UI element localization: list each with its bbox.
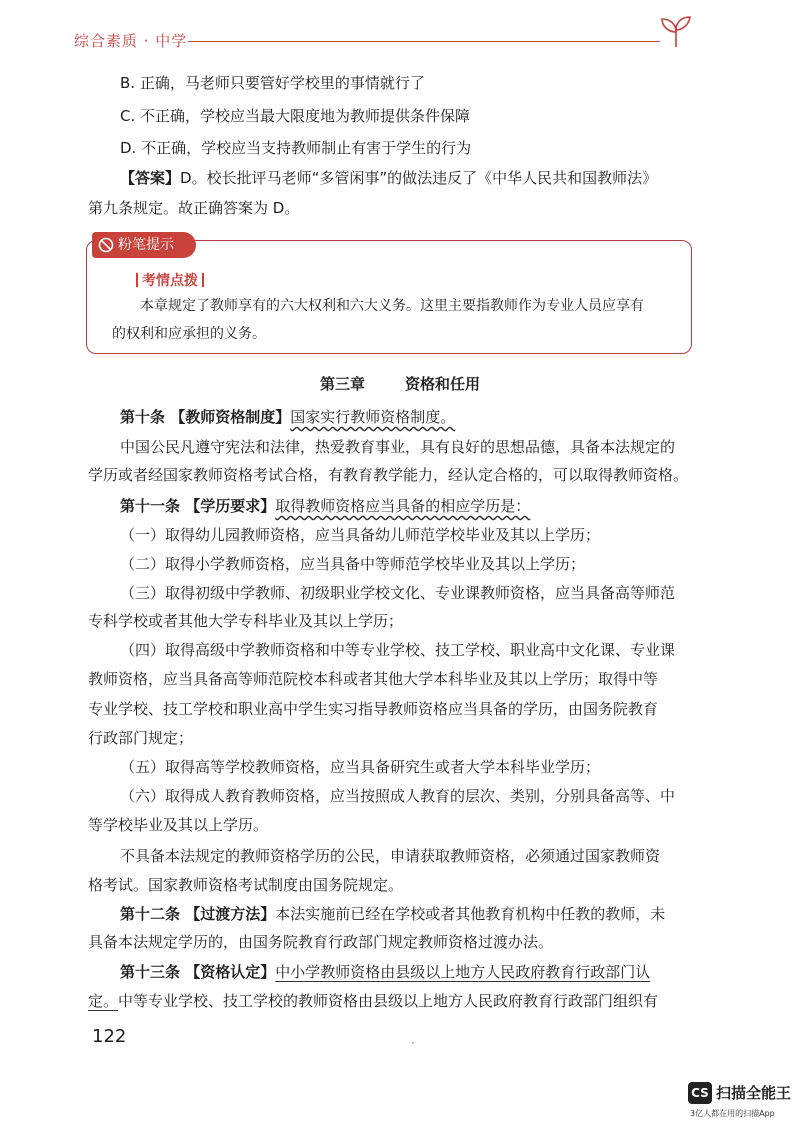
- article-12-title: 第十二条 【过渡方法】: [120, 905, 276, 923]
- option-b: B. 正确，马老师只要管好学校里的事情就行了: [120, 74, 425, 92]
- option-d: D. 不正确，学校应当支持教师制止有害于学生的行为: [120, 139, 472, 157]
- stray-mark: ·: [411, 1036, 415, 1050]
- article-11-item-1: （一）取得幼儿园教师资格，应当具备幼儿师范学校毕业及其以上学历；: [120, 526, 601, 544]
- chapter-number: 第三章: [319, 375, 365, 393]
- tip-text-2: 的权利和应承担的义务。: [112, 326, 266, 342]
- article-10-emphasis: 国家实行教师资格制度。: [290, 408, 456, 426]
- tip-tab-label: 粉笔提示: [118, 237, 174, 253]
- header-rule: [188, 41, 660, 42]
- article-11-item-5: （五）取得高等学校教师资格，应当具备研究生或者大学本科毕业学历；: [120, 758, 601, 776]
- article-10-title: 第十条 【教师资格制度】: [120, 408, 291, 426]
- article-11-item-4-line-1: （四）取得高级中学教师资格和中等专业学校、技工学校、职业高中文化课、专业课: [120, 641, 676, 659]
- answer-line-1: [120, 168, 760, 188]
- article-11-item-6-line-1: （六）取得成人教育教师资格，应当按照成人教育的层次、类别，分别具备高等、中: [120, 787, 676, 805]
- option-c: C. 不正确，学校应当最大限度地为教师提供条件保障: [120, 107, 471, 125]
- article-13-emphasis: 中小学教师资格由县级以上地方人民政府教育行政部门认: [275, 963, 651, 981]
- answer-line-2: 第九条规定。故正确答案为 D。: [88, 199, 300, 217]
- no-sign-icon: [98, 237, 114, 253]
- article-10-title-line: [120, 407, 760, 427]
- article-11-item-4-line-3: 专业学校、技工学校和职业高中学生实习指导教师资格应当具备的学历，由国务院教育: [88, 700, 659, 718]
- chapter-name: 资格和任用: [405, 375, 481, 393]
- article-11-item-4-line-2: 教师资格，应当具备高等师范院校本科或者其他大学本科毕业及其以上学历；取得中等: [88, 670, 659, 688]
- article-11-title: 第十一条 【学历要求】: [120, 497, 276, 515]
- article-11-item-6-line-2: 等学校毕业及其以上学历。: [88, 816, 269, 834]
- article-12-title-line: [120, 904, 760, 924]
- article-11-item-3-line-1: （三）取得初级中学教师、初级职业学校文化、专业课教师资格，应当具备高等师范: [120, 584, 676, 602]
- article-11-emphasis: 取得教师资格应当具备的相应学历是：: [275, 497, 531, 515]
- article-11-item-2: （二）取得小学教师资格，应当具备中等师范学校毕业及其以上学历；: [120, 555, 586, 573]
- article-11-item-3-line-2: 专科学校或者其他大学专科毕业及其以上学历；: [88, 612, 404, 630]
- article-12-line-2: 具备本法规定学历的，由国务院教育行政部门规定教师资格过渡办法。: [88, 933, 554, 951]
- answer-label: 【答案】: [120, 169, 181, 187]
- article-13-text: 中等专业学校、技工学校的教师资格由县级以上地方人民政府教育行政部门组织有: [118, 992, 659, 1010]
- article-11-item-4-line-4: 行政部门规定；: [88, 729, 194, 747]
- article-10-line-1: 中国公民凡遵守宪法和法律，热爱教育事业，具有良好的思想品德，具备本法规定的: [120, 438, 676, 456]
- tip-tab: [92, 232, 196, 258]
- page-number: 122: [92, 1026, 127, 1047]
- scanner-logo-icon: CS: [688, 1082, 712, 1104]
- scanner-tagline: 3亿人都在用的扫描App: [690, 1109, 775, 1118]
- article-11-extra-line-1: 不具备本法规定的教师资格学历的公民，申请获取教师资格，必须通过国家教师资: [120, 847, 661, 865]
- sprout-icon: [656, 14, 696, 48]
- header-title: 综合素质 · 中学: [74, 32, 188, 50]
- article-13-emphasis-end: 定。: [88, 992, 119, 1010]
- article-13-title-line: [120, 962, 760, 982]
- scanner-app-name: 扫描全能王: [716, 1084, 792, 1102]
- article-13-line-2: [88, 991, 728, 1011]
- tip-text-1: 本章规定了教师享有的六大权利和六大义务。这里主要指教师作为专业人员应享有: [140, 298, 644, 314]
- article-13-title: 第十三条 【资格认定】: [120, 963, 276, 981]
- article-11-extra-line-2: 格考试。国家教师资格考试制度由国务院规定。: [88, 876, 404, 894]
- article-12-text: 本法实施前已经在学校或者其他教育机构中任教的教师，未: [275, 905, 666, 923]
- answer-text: D。校长批评马老师“多管闲事”的做法违反了《中华人民共和国教师法》: [180, 169, 658, 187]
- article-11-title-line: [120, 496, 760, 516]
- chapter-heading: [0, 373, 800, 394]
- tip-subtitle: 考情点拨: [132, 270, 208, 290]
- article-10-line-2: 学历或者经国家教师资格考试合格，有教育教学能力，经认定合格的，可以取得教师资格。: [88, 466, 689, 484]
